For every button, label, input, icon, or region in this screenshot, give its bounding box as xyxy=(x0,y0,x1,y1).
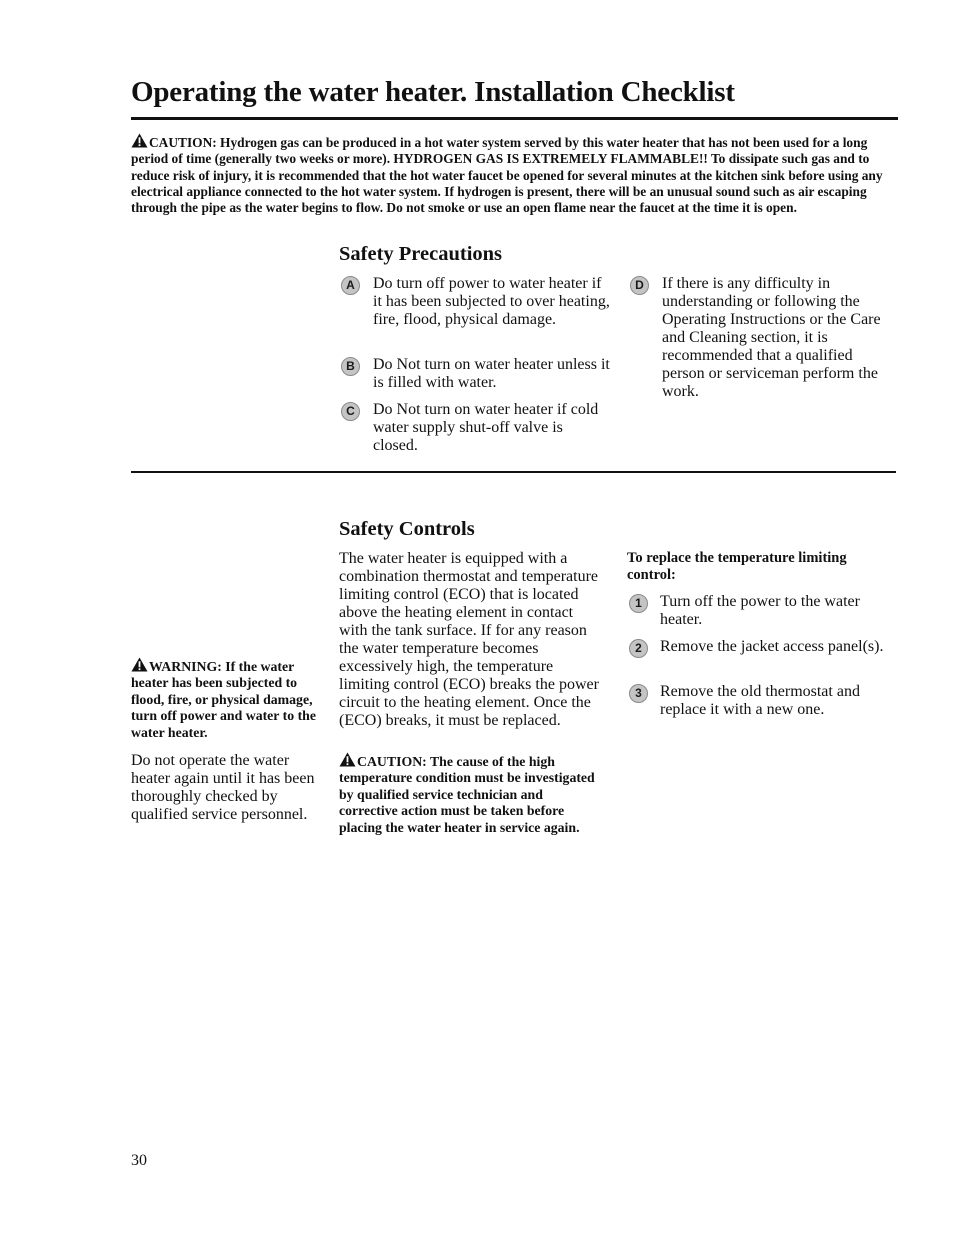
precaution-item xyxy=(630,275,898,401)
replace-step-text: Remove the jacket access panel(s). xyxy=(660,638,884,655)
hydrogen-caution xyxy=(131,133,899,216)
eco-caution xyxy=(339,752,603,836)
badge-1: 1 xyxy=(629,594,648,613)
replace-step-text: Turn off the power to the water heater. xyxy=(660,593,860,628)
safety-precautions-heading: Safety Precautions xyxy=(339,243,503,265)
replace-step xyxy=(629,683,897,719)
replace-step xyxy=(629,638,897,658)
precaution-item xyxy=(341,356,611,392)
replace-step-text: Remove the old thermostat and replace it with a new one. xyxy=(660,683,860,718)
warning-triangle-icon xyxy=(339,752,356,767)
safety-controls-body: The water heater is equipped with a combination thermostat and temperature limiting control (ECO) that is located above the heating element in contact with the tank surface. If for any reason the water temperature becomes excessively high, the temperature limiting control (ECO) breaks the power circuit to the heating element. Once the (ECO) breaks, it must be replaced. xyxy=(339,550,599,729)
badge-b: B xyxy=(341,357,360,376)
warning-triangle-icon xyxy=(131,133,148,148)
safety-controls-heading: Safety Controls xyxy=(339,518,475,540)
warning-triangle-icon xyxy=(131,657,148,672)
eco-caution-text: CAUTION: The cause of the high temperature condition must be investigated by qualified service technician and corrective action must be taken before placing the water heater in service again. xyxy=(339,754,595,835)
precaution-text: Do Not turn on water heater if cold water supply shut-off valve is closed. xyxy=(373,401,599,454)
hydrogen-caution-text: CAUTION: Hydrogen gas can be produced in a hot water system served by this water heater that has not been used for a long period of time (generally two weeks or more). HYDROGEN GAS IS EXTREMELY FLAMMABLE!! To dissipate such gas and to reduce risk of injury, it is recommended that the hot water faucet be opened for several minutes at the kitchen sink before using any electrical appliance connected to the hot water system. If hydrogen is present, there will be an unusual sound such as air escaping through the pipe as the water begins to flow. Do not smoke or use an open flame near the faucet at the time it is open. xyxy=(131,135,883,216)
section-divider xyxy=(131,471,896,473)
page-number: 30 xyxy=(131,1152,147,1169)
replace-control-heading: To replace the temperature limiting control: xyxy=(627,550,847,583)
flood-warning-text: WARNING: If the water heater has been subjected to flood, fire, or physical damage, turn off power and water to the water heater. xyxy=(131,659,316,740)
badge-a: A xyxy=(341,276,360,295)
flood-warning-body: Do not operate the water heater again until it has been thoroughly checked by qualified service personnel. xyxy=(131,752,315,823)
page-title: Operating the water heater. Installation Checklist xyxy=(131,76,735,108)
badge-d: D xyxy=(630,276,649,295)
precaution-text: Do turn off power to water heater if it has been subjected to over heating, fire, flood, physical damage. xyxy=(373,275,610,328)
precaution-text: If there is any difficulty in understanding or following the Operating Instructions or the Care and Cleaning section, it is recommended that a qualified person or serviceman perform the work. xyxy=(662,275,881,400)
precaution-text: Do Not turn on water heater unless it is filled with water. xyxy=(373,356,610,391)
badge-c: C xyxy=(341,402,360,421)
badge-3: 3 xyxy=(629,684,648,703)
replace-step xyxy=(629,593,897,629)
precaution-item xyxy=(341,275,611,329)
flood-warning xyxy=(131,657,323,741)
badge-2: 2 xyxy=(629,639,648,658)
precaution-item xyxy=(341,401,611,455)
title-rule xyxy=(131,117,898,120)
